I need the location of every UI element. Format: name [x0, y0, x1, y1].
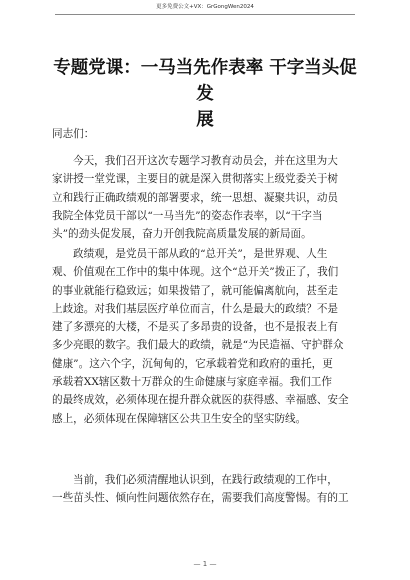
paragraph-line: 的事业就能行稳致远；如果拨错了，就可能偏离航向，甚至走 [52, 284, 339, 297]
paragraph-line: 上歧途。对我们基层医疗单位而言，什么是最大的政绩？不是 [52, 302, 339, 315]
paragraph-line: 感上，必须体现在保障辖区公共卫生安全的坚实防线。 [52, 412, 307, 425]
paragraph-line: 建了多漂亮的大楼，不是买了多昂贵的设备，也不是报表上有 [52, 321, 339, 334]
paragraph-2 [52, 246, 358, 429]
title-line-1: 专题党课：一马当先作表率 干字当头促发 [53, 58, 357, 104]
paragraph-line: 今天，我们召开这次专题学习教育动员会，并在这里为大 [73, 155, 338, 167]
document-title [45, 55, 365, 133]
paragraph-line: 头”的劲头促发展，奋力开创我院高质量发展的新局面。 [52, 228, 312, 241]
paragraph-line: 一些苗头性、倾向性问题依然存在，需要我们高度警惕。有的工 [52, 492, 349, 505]
greeting: 同志们： [52, 128, 95, 140]
paragraph-line: 健康”。这六个字，沉甸甸的，它承载着党和政府的重托，更 [52, 357, 333, 370]
header-banner: 更多免费公文+VX：GrGongWen2024 [156, 4, 254, 10]
page-number: — 1 — [193, 560, 217, 568]
paragraph-line: 我院全体党员干部以“一马当先”的姿态作表率，以“干字当 [52, 209, 323, 222]
paragraph-line: 多少亮眼的数字。我们最大的政绩，就是“为民造福、守护群众 [52, 339, 344, 352]
paragraph-line: 家讲授一堂党课，主要目的就是深入贯彻落实上级党委关于树 [52, 173, 339, 186]
header-divider [55, 14, 355, 15]
paragraph-line: 的最终成效，必须体现在提升群众就医的获得感、幸福感、安全 [52, 394, 349, 407]
paragraph-line: 立和践行正确政绩观的部署要求，统一思想、凝聚共识，动员 [52, 191, 339, 204]
title-line-2: 展 [196, 110, 214, 130]
paragraph-line: 当前，我们必须清醒地认识到，在践行政绩观的工作中， [73, 474, 338, 486]
paragraph-line: 承载着XX辖区数十万群众的生命健康与家庭幸福。我们工作 [52, 376, 332, 389]
paragraph-line: 观、价值观在工作中的集中体现。这个“总开关”拨正了，我们 [52, 266, 339, 279]
paragraph-1 [52, 153, 358, 244]
paragraph-line: 政绩观，是党员干部从政的“总开关”，是世界观、人生 [73, 248, 328, 260]
paragraph-3 [52, 472, 358, 509]
